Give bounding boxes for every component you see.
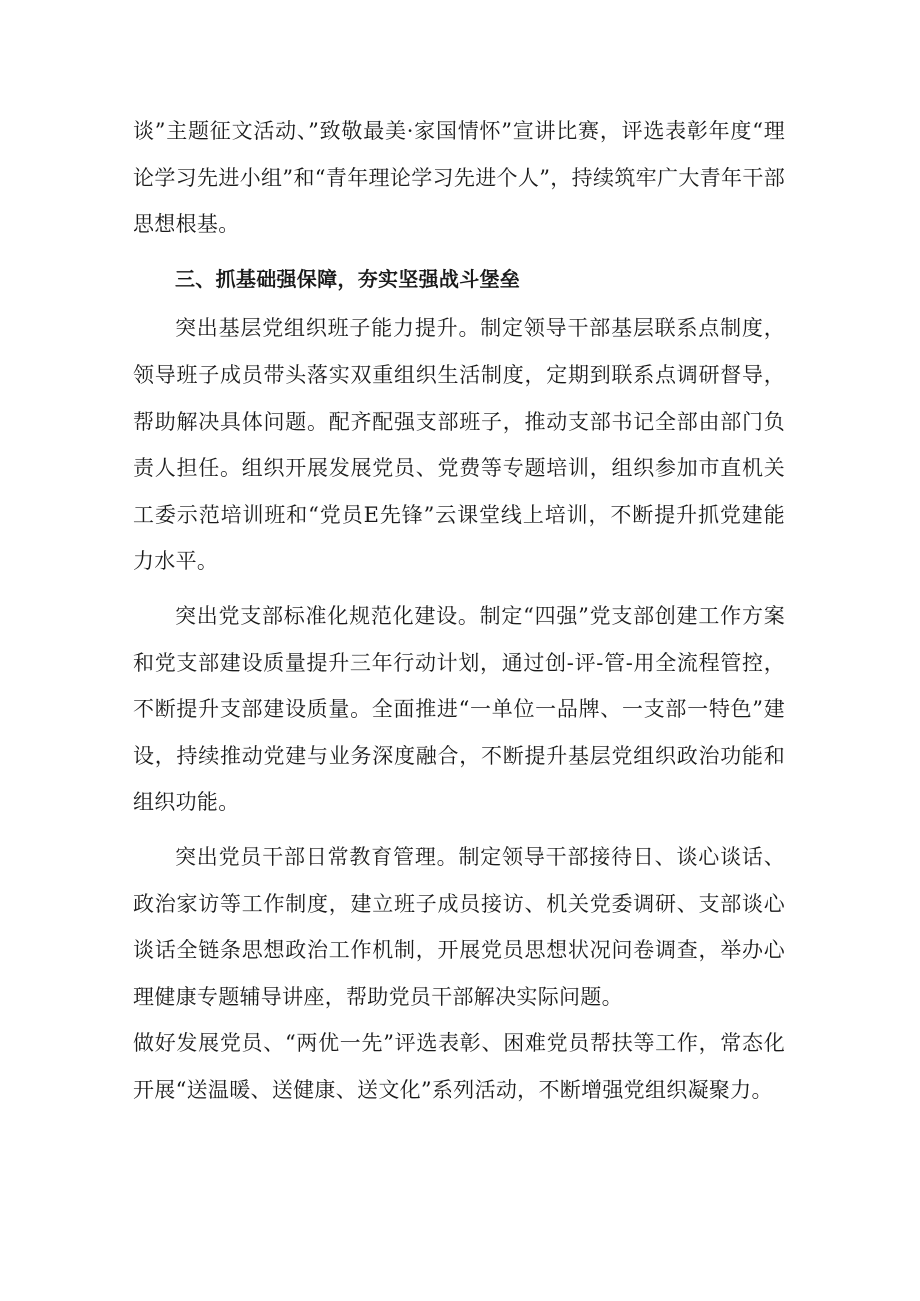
paragraph-member-development: 做好发展党员、“两优一先”评选表彰、困难党员帮扶等工作，常态化开展“送温暖、送健康、送文化”系列活动，不断增强党组织凝聚力。 [133,1031,785,1102]
paragraph-branch-standardization: 突出党支部标准化规范化建设。制定“四强”党支部创建工作方案和党支部建设质量提升三年行动计划，通过创-评-管-用全流程管控，不断提升支部建设质量。全面推进“一单位一品牌、一支部一特色”建设，持续推动党建与业务深度融合，不断提升基层党组织政治功能和组织功能。 [133,603,785,815]
paragraph-continuation: 谈”主题征文活动、”致敬最美·家国情怀”宣讲比赛，评选表彰年度“理论学习先进小组”和“青年理论学习先进个人”，持续筑牢广大青年干部思想根基。 [133,119,785,237]
paragraph-daily-education: 突出党员干部日常教育管理。制定领导干部接待日、谈心谈话、政治家访等工作制度，建立班子成员接访、机关党委调研、支部谈心谈话全链条思想政治工作机制，开展党员思想状况问卷调查，举办心理健康专题辅导讲座，帮助党员干部解决实际问题。 [133,844,785,1009]
document-body [133,108,785,1113]
section-heading: 三、抓基础强保障，夯实坚强战斗堡垒 [175,266,521,291]
paragraph-team-capacity: 突出基层党组织班子能力提升。制定领导干部基层联系点制度，领导班子成员带头落实双重组织生活制度，定期到联系点调研督导，帮助解决具体问题。配齐配强支部班子，推动支部书记全部由部门负责人担任。组织开展发展党员、党费等专题培训，组织参加市直机关工委示范培训班和“党员E先锋”云课堂线上培训，不断提升抓党建能力水平。 [133,316,785,574]
